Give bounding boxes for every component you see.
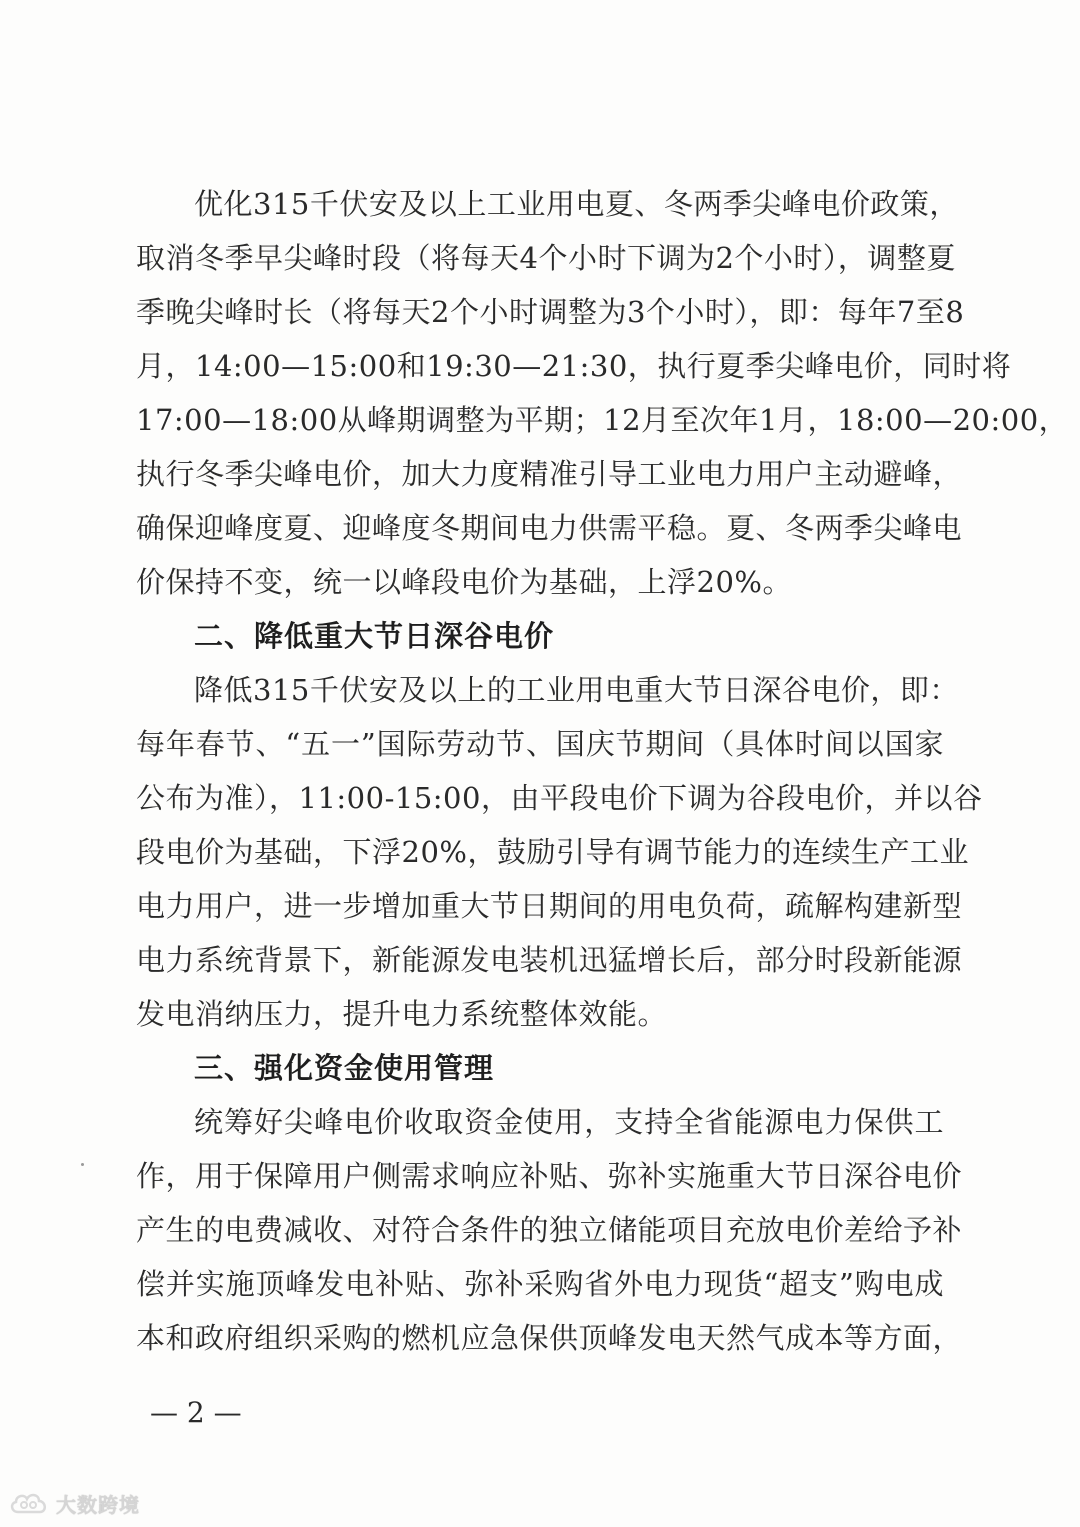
scan-speck	[81, 1163, 84, 1166]
page-number: — 2 —	[150, 1396, 242, 1429]
paragraph-line: 价保持不变，统一以峰段电价为基础，上浮20%。	[136, 565, 792, 599]
paragraph-line: 发电消纳压力，提升电力系统整体效能。	[136, 997, 668, 1031]
paragraph-line: 本和政府组织采购的燃机应急保供顶峰发电天然气成本等方面，	[136, 1321, 963, 1355]
paragraph-line: 取消冬季早尖峰时段（将每天4个小时下调为2个小时），调整夏	[136, 241, 956, 275]
paragraph-line: 季晚尖峰时长（将每天2个小时调整为3个小时），即：每年7至8	[136, 295, 965, 329]
paragraph-line: 偿并实施顶峰发电补贴、弥补采购省外电力现货“超支”购电成	[136, 1267, 944, 1301]
watermark-text: 大数跨境	[56, 1492, 140, 1517]
paragraph-line: 月，14:00—15:00和19:30—21:30，执行夏季尖峰电价，同时将	[136, 349, 1012, 383]
paragraph-line: 电力系统背景下，新能源发电装机迅猛增长后，部分时段新能源	[136, 943, 963, 977]
paragraph-line: 电力用户，进一步增加重大节日期间的用电负荷，疏解构建新型	[136, 889, 963, 923]
paragraph-line: 降低315千伏安及以上的工业用电重大节日深谷电价，即：	[194, 673, 959, 707]
watermark	[8, 1488, 140, 1518]
section-heading: 二、降低重大节日深谷电价	[194, 619, 555, 653]
paragraph-line: 17:00—18:00从峰期调整为平期；12月至次年1月，18:00—20:00，	[136, 403, 1069, 437]
paragraph-line: 公布为准），11:00-15:00，由平段电价下调为谷段电价，并以谷	[136, 781, 983, 815]
paragraph-line: 每年春节、“五一”国际劳动节、国庆节期间（具体时间以国家	[136, 727, 944, 761]
paragraph-line: 作，用于保障用户侧需求响应补贴、弥补实施重大节日深谷电价	[136, 1159, 963, 1193]
paragraph-line: 确保迎峰度夏、迎峰度冬期间电力供需平稳。夏、冬两季尖峰电	[136, 511, 963, 545]
paragraph-line: 段电价为基础，下浮20%，鼓励引导有调节能力的连续生产工业	[136, 835, 969, 869]
paragraph-line: 执行冬季尖峰电价，加大力度精准引导工业电力用户主动避峰，	[136, 457, 963, 491]
section-heading: 三、强化资金使用管理	[194, 1051, 495, 1085]
paragraph-line: 优化315千伏安及以上工业用电夏、冬两季尖峰电价政策，	[194, 187, 959, 221]
cloud-logo-icon	[8, 1490, 50, 1516]
paragraph-line: 产生的电费减收、对符合条件的独立储能项目充放电价差给予补	[136, 1213, 963, 1247]
paragraph-line: 统筹好尖峰电价收取资金使用，支持全省能源电力保供工	[194, 1105, 944, 1139]
